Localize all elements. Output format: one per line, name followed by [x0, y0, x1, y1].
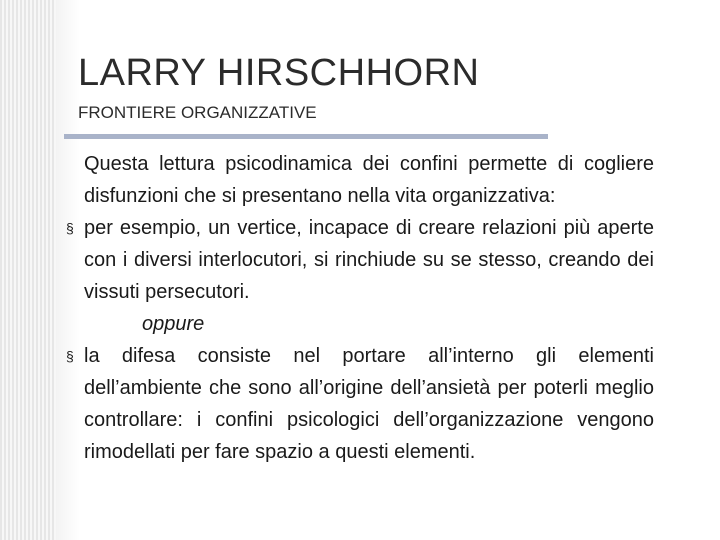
- title-divider: [64, 134, 548, 139]
- slide-body: [66, 148, 654, 468]
- bullet-marker-icon: §: [66, 348, 74, 364]
- bullet-text: per esempio, un vertice, incapace di creare relazioni più aperte con i diversi interlocutori, si rinchiude su se stesso, creando dei vissuti persecutori.: [84, 217, 654, 303]
- bullet-item-1: [66, 212, 654, 308]
- connector-text: oppure: [142, 313, 205, 335]
- intro-paragraph: Questa lettura psicodinamica dei confini permette di cogliere disfunzioni che si presentano nella vita organizzativa:: [84, 153, 654, 207]
- slide-subtitle: FRONTIERE ORGANIZZATIVE: [78, 103, 317, 122]
- decorative-stripes: [0, 0, 56, 540]
- slide-title: LARRY HIRSCHHORN: [78, 52, 480, 94]
- bullet-marker-icon: §: [66, 220, 74, 236]
- bullet-text: la difesa consiste nel portare all’interno gli elementi dell’ambiente che sono all’origine dell’ansietà per poterli meglio controllare: i confini psicologici dell’organizzazione vengono rimodellati per fare spazio a questi elementi.: [84, 345, 654, 463]
- bullet-item-2: [66, 340, 654, 468]
